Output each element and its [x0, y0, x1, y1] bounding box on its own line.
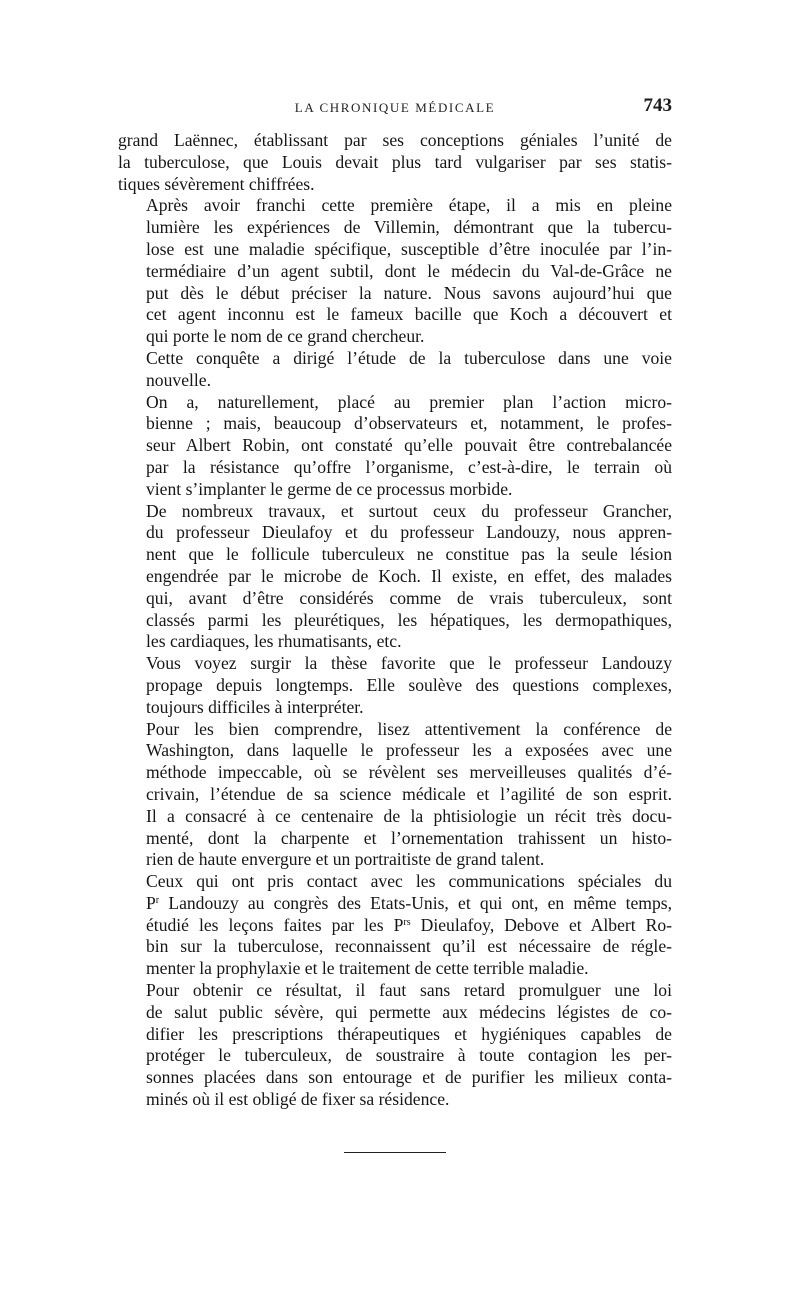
text-line: seur Albert Robin, ont constaté qu’elle pouvait être contrebalancée [146, 435, 672, 456]
text-line: Après avoir franchi cette première étape, il a mis en pleine [146, 195, 672, 216]
text-line: lumière les expériences de Villemin, démontrant que la tubercu- [146, 217, 672, 238]
paragraph [118, 980, 672, 1111]
text-line: termédiaire d’un agent subtil, dont le médecin du Val-de-Grâce ne [146, 260, 672, 281]
text-line: Vous voyez surgir la thèse favorite que le professeur Landouzy [146, 653, 672, 674]
text-line: put dès le début préciser la nature. Nous savons aujourd’hui que [146, 282, 672, 303]
text-line: toujours difficiles à interpréter. [146, 696, 364, 717]
text-line: bin sur la tuberculose, reconnaissent qu’il est nécessaire de régle- [146, 936, 672, 957]
text-line: On a, naturellement, placé au premier plan l’action micro- [146, 391, 672, 412]
text-line: Washington, dans laquelle le professeur les a exposées avec une [146, 740, 672, 761]
text-line: de salut public sévère, qui permette aux médecins légistes de co- [146, 1001, 672, 1022]
page-number: 743 [643, 95, 672, 116]
text-line: vient s’implanter le germe de ce processus morbide. [146, 478, 513, 499]
text-line: Cette conquête a dirigé l’étude de la tuberculose dans une voie [146, 347, 672, 368]
text-line: rien de haute envergure et un portraitiste de grand talent. [146, 849, 545, 870]
text-line: minés où il est obligé de fixer sa résidence. [146, 1089, 450, 1110]
paragraph [118, 130, 672, 195]
paragraph [118, 392, 672, 501]
paragraph [118, 871, 672, 980]
text-line: par la résistance qu’offre l’organisme, c’est-à-dire, le terrain où [146, 456, 672, 477]
text-line: qui, avant d’être considérés comme de vrais tuberculeux, sont [146, 587, 672, 608]
text-line: les cardiaques, les rhumatisants, etc. [146, 631, 402, 652]
body-text [118, 130, 672, 1111]
text-line: sonnes placées dans son entourage et de purifier les milieux conta- [146, 1067, 672, 1088]
paragraph [118, 501, 672, 654]
text-line: la tuberculose, que Louis devait plus tard vulgariser par ses statis- [118, 151, 672, 172]
text-line: Ceux qui ont pris contact avec les communications spéciales du [146, 871, 672, 892]
text-line: Pour obtenir ce résultat, il faut sans retard promulguer une loi [146, 980, 672, 1001]
section-end-rule [344, 1152, 446, 1153]
paragraph [118, 195, 672, 348]
text-line: De nombreux travaux, et surtout ceux du professeur Grancher, [146, 500, 672, 521]
text-line: bienne ; mais, beaucoup d’observateurs et, notamment, le profes- [146, 413, 672, 434]
text-line: méthode impeccable, où se révèlent ses merveilleuses qualités d’é- [146, 762, 672, 783]
book-page [118, 95, 672, 1153]
text-line: menter la prophylaxie et le traitement de cette terrible maladie. [146, 958, 589, 979]
text-line: étudié les leçons faites par les $P^{rs}$ Dieulafoy, Debove et Albert Ro- [146, 914, 673, 935]
running-title: LA CHRONIQUE MÉDICALE [294, 100, 496, 115]
paragraph [118, 719, 672, 872]
text-line: menté, dont la charpente et l’ornementation trahissent un histo- [146, 827, 672, 848]
paragraph [118, 348, 672, 392]
text-line: difier les prescriptions thérapeutiques et hygiéniques capables de [146, 1023, 672, 1044]
text-line: crivain, l’étendue de sa science médicale et l’agilité de son esprit. [146, 783, 672, 804]
paragraph [118, 653, 672, 718]
text-line: du professeur Dieulafoy et du professeur Landouzy, nous appren- [146, 522, 672, 543]
text-line: $P^r$ Landouzy au congrès des Etats-Unis, et qui ont, en même temps, [146, 892, 672, 913]
text-line: nent que le follicule tuberculeux ne constitue pas la seule lésion [146, 544, 672, 565]
text-line: protéger le tuberculeux, de soustraire à toute contagion les per- [146, 1045, 672, 1066]
text-line: qui porte le nom de ce grand chercheur. [146, 326, 425, 347]
text-line: nouvelle. [146, 369, 211, 390]
text-line: propage depuis longtemps. Elle soulève des questions complexes, [146, 674, 672, 695]
text-line: cet agent inconnu est le fameux bacille que Koch a découvert et [146, 304, 672, 325]
text-line: grand Laënnec, établissant par ses conceptions géniales l’unité de [118, 130, 672, 150]
text-line: engendrée par le microbe de Koch. Il existe, en effet, des malades [146, 565, 672, 586]
text-line: Pour les bien comprendre, lisez attentivement la conférence de [146, 718, 672, 739]
text-line: classés parmi les pleurétiques, les hépatiques, les dermopathiques, [146, 609, 672, 630]
text-line: lose est une maladie spécifique, susceptible d’être inoculée par l’in- [146, 238, 672, 259]
running-head [118, 95, 672, 121]
text-line: tiques sévèrement chiffrées. [118, 173, 315, 194]
text-line: Il a consacré à ce centenaire de la phtisiologie un récit très docu- [146, 805, 672, 826]
